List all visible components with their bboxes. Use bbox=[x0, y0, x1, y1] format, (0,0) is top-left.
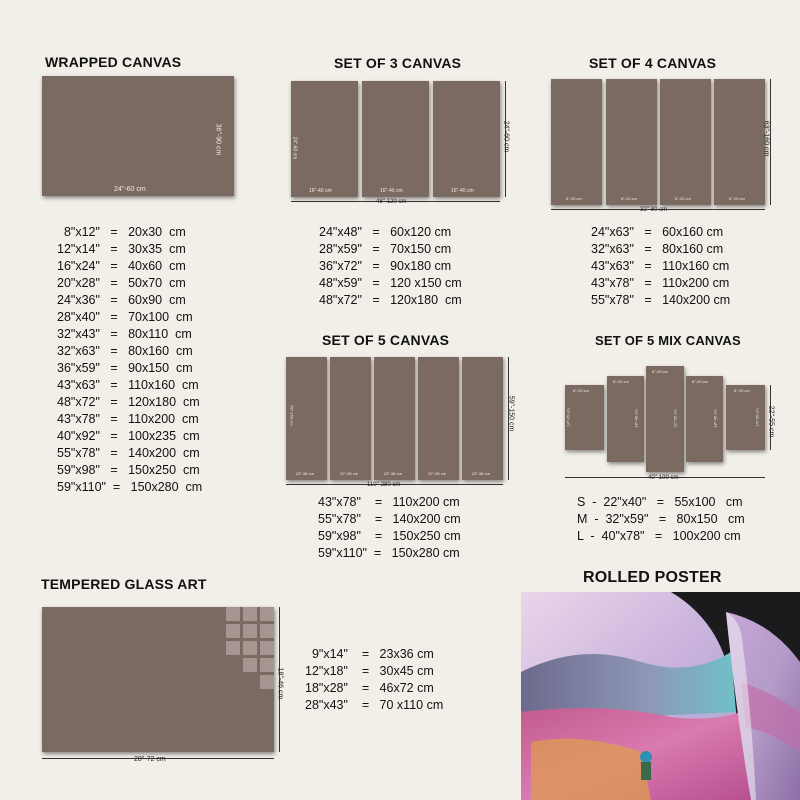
set5-panel-5 bbox=[462, 357, 503, 480]
set3-size-row: 24"x48" = 60x120 cm bbox=[319, 225, 452, 239]
set3-panel-3 bbox=[433, 81, 500, 197]
wrapped-size-row: 32"x43" = 80x110 cm bbox=[57, 327, 192, 341]
wrapped-size-row: 55"x78" = 140x200 cm bbox=[57, 446, 200, 460]
rolled-poster-illustration bbox=[521, 592, 800, 800]
wrapped-height-label: 36"-90 cm bbox=[214, 123, 222, 156]
glass-total-width: 28"-72 cm bbox=[134, 756, 166, 763]
mix5-panel-2 bbox=[607, 376, 644, 462]
wrapped-canvas-panel bbox=[42, 76, 234, 196]
glass-panel bbox=[42, 607, 274, 752]
set4-panel-height-label: 63"-160 cm bbox=[546, 121, 552, 142]
wrapped-size-row: 36"x59" = 90x150 cm bbox=[57, 361, 193, 375]
mix5-total-height: 22"-55 cm bbox=[767, 405, 775, 438]
wrapped-width-label: 24"-60 cm bbox=[114, 186, 146, 193]
set4-panel-4 bbox=[714, 79, 765, 205]
set5-panel-3-label: 22"-56 cm bbox=[384, 471, 403, 476]
mix5-panel-2-side: 18"-45 cm bbox=[633, 409, 639, 428]
set4-size-row: 55"x78" = 140x200 cm bbox=[591, 293, 731, 307]
set5-panel-1-label: 22"-56 cm bbox=[296, 471, 315, 476]
glass-size-row: 18"x28" = 46x72 cm bbox=[305, 681, 434, 695]
set3-panel-height-label: 24"-60 cm bbox=[291, 136, 298, 160]
set5-panel-4-label: 22"-56 cm bbox=[428, 471, 447, 476]
wrapped-size-row: 43"x78" = 110x200 cm bbox=[57, 412, 199, 426]
mix5-panel-4-top: 8"-20 cm bbox=[692, 379, 708, 384]
set4-size-list bbox=[591, 224, 730, 309]
mix5-panel-1-side: 14"-35 cm bbox=[565, 408, 571, 427]
set4-height-line bbox=[770, 79, 771, 205]
wrapped-size-row: 48"x72" = 120x180 cm bbox=[57, 395, 200, 409]
mix5-panel-3-top: 8"-20 cm bbox=[652, 369, 668, 374]
set4-size-row: 24"x63" = 60x160 cm bbox=[591, 225, 724, 239]
wrapped-canvas-title: WRAPPED CANVAS bbox=[45, 54, 182, 70]
mix5-panel-4-side: 18"-45 cm bbox=[712, 409, 718, 428]
set3-size-row: 28"x59" = 70x150 cm bbox=[319, 242, 452, 256]
set4-size-row: 43"x78" = 110x200 cm bbox=[591, 276, 730, 290]
set4-panel-1 bbox=[546, 79, 602, 205]
wrapped-size-list bbox=[57, 224, 202, 496]
set3-panel-1-label: 16"-40 cm bbox=[309, 188, 332, 194]
mix5-size-row: L - 40"x78" = 100x200 cm bbox=[577, 529, 741, 543]
glass-total-height: 18"-46 cm bbox=[276, 667, 284, 700]
set3-panel-2 bbox=[362, 81, 429, 197]
set5-panel-4 bbox=[418, 357, 459, 480]
glass-size-row: 9"x14" = 23x36 cm bbox=[305, 647, 434, 661]
set5-title: SET OF 5 CANVAS bbox=[322, 332, 450, 348]
set5-panel-1 bbox=[286, 357, 327, 480]
mix5-title: SET OF 5 MIX CANVAS bbox=[595, 333, 741, 348]
wrapped-size-row: 8"x12" = 20x30 cm bbox=[57, 225, 186, 239]
mix5-panel-1 bbox=[565, 385, 604, 450]
set3-panel-1 bbox=[291, 81, 358, 197]
glass-size-row: 28"x43" = 70 x110 cm bbox=[305, 698, 444, 712]
wrapped-size-row: 59"x110" = 150x280 cm bbox=[57, 480, 203, 494]
set3-size-row: 48"x72" = 120x180 cm bbox=[319, 293, 462, 307]
mix5-panel-5-top: 8"-20 cm bbox=[734, 388, 750, 393]
mix5-panel-1-top: 8"-20 cm bbox=[573, 388, 589, 393]
glass-size-row: 12"x18" = 30x45 cm bbox=[305, 664, 434, 678]
wrapped-size-row: 32"x63" = 80x160 cm bbox=[57, 344, 193, 358]
set3-size-row: 48"x59" = 120 x150 cm bbox=[319, 276, 462, 290]
set3-size-row: 36"x72" = 90x180 cm bbox=[319, 259, 452, 273]
set5-size-list bbox=[318, 494, 461, 562]
set3-panel-2-label: 16"-40 cm bbox=[380, 188, 403, 194]
mix5-panel-2-top: 8"-20 cm bbox=[613, 379, 629, 384]
set5-panel-2 bbox=[330, 357, 371, 480]
set4-total-height: 63"-160 cm bbox=[762, 120, 770, 157]
mix5-size-row: M - 32"x59" = 80x150 cm bbox=[577, 512, 745, 526]
wrapped-size-row: 24"x36" = 60x90 cm bbox=[57, 293, 186, 307]
mix5-size-list bbox=[577, 494, 745, 545]
set4-panel-1-label: 8"-20 cm bbox=[566, 196, 582, 201]
set4-title: SET OF 4 CANVAS bbox=[589, 55, 717, 71]
set3-panel-3-label: 16"-40 cm bbox=[451, 188, 474, 194]
wrapped-size-row: 40"x92" = 100x235 cm bbox=[57, 429, 200, 443]
set5-size-row: 59"x98" = 150x250 cm bbox=[318, 529, 461, 543]
set5-total-width: 110"-280 cm bbox=[367, 482, 401, 488]
set4-panel-4-label: 8"-20 cm bbox=[729, 196, 745, 201]
wrapped-size-row: 59"x98" = 150x250 cm bbox=[57, 463, 200, 477]
set5-total-height: 59"-150 cm bbox=[507, 395, 515, 432]
set5-size-row: 43"x78" = 110x200 cm bbox=[318, 495, 460, 509]
set3-title: SET OF 3 CANVAS bbox=[334, 55, 462, 71]
mix5-panel-5 bbox=[726, 385, 765, 450]
mix5-size-row: S - 22"x40" = 55x100 cm bbox=[577, 495, 743, 509]
glass-size-list bbox=[305, 646, 443, 714]
wrapped-size-row: 20"x28" = 50x70 cm bbox=[57, 276, 186, 290]
set5-panel-2-label: 22"-56 cm bbox=[340, 471, 359, 476]
mix5-panel-4 bbox=[686, 376, 723, 462]
wrapped-size-row: 16"x24" = 40x60 cm bbox=[57, 259, 186, 273]
wrapped-size-row: 12"x14" = 30x35 cm bbox=[57, 242, 186, 256]
wrapped-size-row: 43"x63" = 110x160 cm bbox=[57, 378, 199, 392]
set4-panel-3-label: 8"-20 cm bbox=[675, 196, 691, 201]
set5-panel-3 bbox=[374, 357, 415, 480]
poster-image bbox=[521, 592, 800, 800]
set4-panel-2 bbox=[606, 79, 657, 205]
set3-total-height: 24"-60 cm bbox=[502, 120, 510, 153]
set4-panel-2-label: 8"-20 cm bbox=[621, 196, 637, 201]
set5-size-row: 59"x110" = 150x280 cm bbox=[318, 546, 460, 560]
set3-total-width: 48"-120 cm bbox=[376, 199, 407, 205]
glass-reflection bbox=[224, 607, 274, 707]
set5-panel-height-label: 59"-150 cm bbox=[289, 405, 295, 426]
poster-title: ROLLED POSTER bbox=[583, 569, 722, 586]
set5-panel-5-label: 22"-56 cm bbox=[472, 471, 491, 476]
wrapped-size-row: 28"x40" = 70x100 cm bbox=[57, 310, 193, 324]
mix5-panel-5-side: 14"-35 cm bbox=[754, 408, 760, 427]
set3-size-list bbox=[319, 224, 462, 309]
set4-size-row: 32"x63" = 80x160 cm bbox=[591, 242, 724, 256]
mix5-panel-3-side: 22"-55 cm bbox=[672, 409, 678, 428]
mix5-panel-3 bbox=[646, 366, 684, 472]
set5-size-row: 55"x78" = 140x200 cm bbox=[318, 512, 461, 526]
mix5-total-width: 40"-100 cm bbox=[648, 475, 679, 481]
set4-panel-3 bbox=[660, 79, 711, 205]
set4-total-width: 32"-80 cm bbox=[640, 207, 668, 213]
set4-size-row: 43"x63" = 110x160 cm bbox=[591, 259, 730, 273]
glass-title: TEMPERED GLASS ART bbox=[41, 576, 207, 592]
